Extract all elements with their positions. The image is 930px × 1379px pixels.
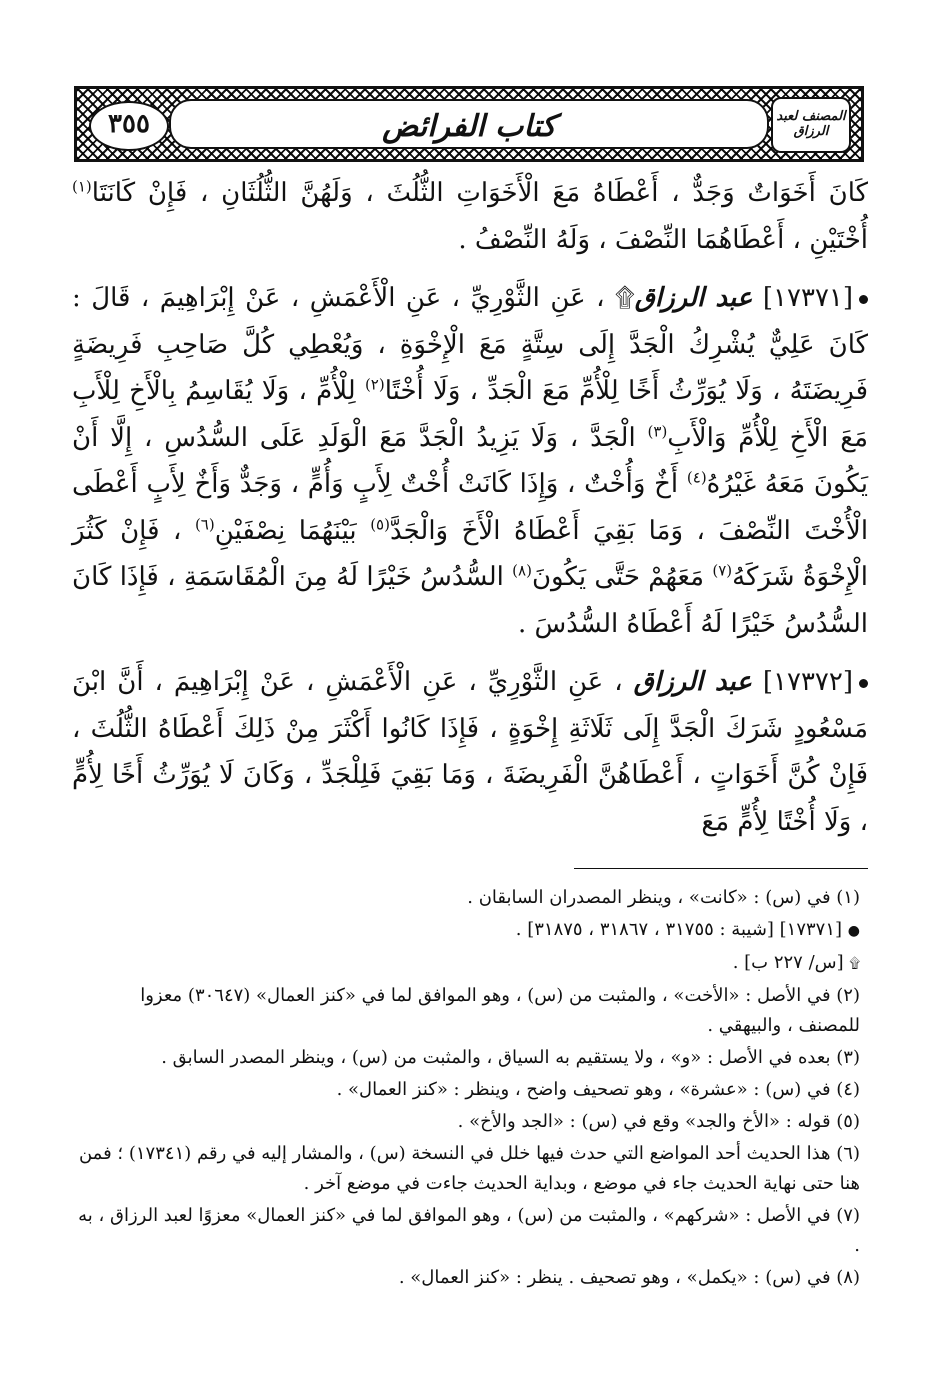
footnote-ref: (٥) <box>370 514 390 533</box>
hadith-text: الْجَدَّ ، وَلَا يَزِيدُ الْجَدَّ مَعَ الْوَلَدِ عَلَى السُّدُسِ ، إِلَّا أَنْ يَكُونَ مَعَهُ غَيْرُهُ <box>72 422 869 499</box>
footnote-item: (٦) هذا الحديث أحد المواضع التي حدث فيها خلل في النسخة (س) ، والمشار إليه في رقم (١٧٣٤١) ؛ فمن هنا حتى نهاية الحديث جاء في موضع ، وبداية الحديث جاءت في موضع آخر . <box>78 1143 860 1194</box>
footnote-item: (٥) قوله : «الأخ والجد» وقع في (س) : «الجد والأخ» . <box>457 1111 860 1132</box>
title-cartouche <box>169 99 769 149</box>
hadith-17371 <box>72 275 868 647</box>
footnote-ref: (٤) <box>686 468 707 487</box>
hadith-text: ، عَنِ الثَّوْرِيِّ ، عَنِ الْأَعْمَشِ ، عَنْ إِبْرَاهِيمَ ، قَالَ : كَانَ عَلِيٌّ يُشْرِكُ الْجَدَّ إِلَى سِتَّةٍ مَعَ الْإِخْوَةِ ، وَيُعْطِي كُلَّ صَاحِبِ فَرِيضَةٍ فَرِيضَتَهُ ، وَلَا يُوَرِّثُ أَخًا لِلْأُمِّ مَعَ الْجَدِّ ، وَلَا أُخْتًا <box>72 283 869 406</box>
narrator-name: عبد الرزاق <box>634 283 753 313</box>
footnote-text: [١٧٣٧١] [شيبة : ٣١٧٥٥ ، ٣١٨٦٧ ، ٣١٨٧٥] . <box>515 919 843 940</box>
footnote-text: [س/ ٢٢٧ ب] . <box>732 952 844 973</box>
page-number-ornament <box>89 101 169 151</box>
hadith-number: [١٧٣٧٢] <box>762 667 854 697</box>
footnote-ref: (٨) <box>512 561 532 580</box>
chapter-title: كتاب الفرائض <box>382 109 556 144</box>
hadith-text: مَعَهُمْ حَتَّى يَكُونَ <box>531 562 705 592</box>
star-mark-icon: ۩ <box>614 283 635 313</box>
footnote-ref: (١) <box>72 177 92 196</box>
hadith-text: السُّدُسُ خَيْرًا لَهُ مِنَ الْمُقَاسَمَةِ ، فَإِذَا كَانَ السُّدُسُ خَيْرًا لَهُ أَعْطَاهُ السُّدُسَ . <box>72 562 868 639</box>
hadith-text: بَيْنَهُمَا نِصْفَيْنِ <box>214 515 357 546</box>
footnote-item: (٢) في الأصل : «الأخت» ، والمثبت من (س) ، وهو الموافق لما في «كنز العمال» (٣٠٦٤٧) معزوا للمصنف ، والبيهقي . <box>140 985 860 1036</box>
star-mark-icon: ۩ <box>849 956 860 972</box>
footnote-item: (١) في (س) : «كانت» ، وينظر المصدران السابقان . <box>467 887 860 908</box>
publisher-logo <box>771 97 851 153</box>
narrator-name: عبد الرزاق <box>633 667 752 697</box>
intro-text-end: أُخْتَيْنِ ، أَعْطَاهُمَا النِّصْفَ ، وَلَهُ النِّصْفُ . <box>458 224 868 255</box>
footnote-ref: (٢) <box>364 375 385 394</box>
hadith-text: أَخٌ وَأُخْتٌ ، وَإِذَا كَانَتْ أُخْتٌ لِأَبٍ وَأُمٍّ ، وَجَدٌّ وَأَخٌ لِأَبٍ أَعْطَى الْأُخْتَ النِّصْفَ ، وَمَا بَقِيَ أَعْطَاهُ الْأَخَ وَالْجَدَّ <box>72 469 869 546</box>
hadith-text: ، فَإِنْ كَثُرَ الْإِخْوَةُ شَرَكَهُ <box>72 515 869 592</box>
footnote-ref: (٣) <box>647 421 668 440</box>
footnote-item: (٨) في (س) : «يكمل» ، وهو تصحيف . ينظر : «كنز العمال» . <box>398 1267 860 1288</box>
footnote-item <box>78 948 860 979</box>
hadith-text: لِلْأُمِّ ، وَلَا يُقَاسِمُ بِالْأَخِ لِلْأَبِ مَعَ الْأَخِ لِلْأُمِّ وَالْأَبِ <box>72 376 868 453</box>
footnote-item <box>78 915 860 946</box>
hadith-text: ، عَنِ الثَّوْرِيِّ ، عَنِ الْأَعْمَشِ ، عَنْ إِبْرَاهِيمَ ، أَنَّ ابْنَ مَسْعُودٍ شَرَكَ الْجَدَّ إِلَى ثَلَاثَةِ إِخْوَةٍ ، فَإِذَا كَانُوا أَكْثَرَ مِنْ ذَلِكَ أَعْطَاهُ الثُّلُثَ ، فَإِنْ كُنَّ أَخَوَاتٍ ، أَعْطَاهُنَّ الْفَرِيضَةَ ، وَمَا بَقِيَ فَلِلْجَدِّ ، وَكَانَ لَا يُوَرِّثُ أَخًا لِأُمٍّ ، وَلَا أُخْتًا لِأُمٍّ مَعَ <box>72 667 868 837</box>
footnote-ref: (٦) <box>194 514 215 533</box>
footnote-item: (٧) في الأصل : «شركهم» ، والمثبت من (س) ، وهو الموافق لما في «كنز العمال» معزوًا لعبد الرزاق ، به . <box>78 1205 860 1256</box>
footnote-divider <box>574 868 868 869</box>
footnotes <box>78 883 860 1295</box>
page-header <box>74 86 864 162</box>
logo-text: المصنف لعبد الرزاق <box>776 109 846 139</box>
intro-text: كَانَ أَخَوَاتٌ وَجَدٌّ ، أَعْطَاهُ مَعَ الْأَخَوَاتِ الثُّلُثَ ، وَلَهُنَّ الثُّلُثَانِ ، فَإِنْ كَانَتَا <box>91 178 868 208</box>
hadith-17372 <box>72 659 868 845</box>
hadith-number: [١٧٣٧١] <box>762 283 854 313</box>
bullet-icon <box>859 679 868 688</box>
main-text <box>72 170 868 857</box>
bullet-icon: ● <box>847 923 860 939</box>
intro-paragraph <box>72 170 868 263</box>
bullet-icon <box>859 295 868 304</box>
page-number: ٣٥٥ <box>108 109 150 139</box>
footnote-ref: (٧) <box>712 561 733 580</box>
footnote-item: (٣) بعده في الأصل : «و» ، ولا يستقيم به السياق ، والمثبت من (س) ، وينظر المصدر السابق . <box>161 1047 860 1068</box>
footnote-item: (٤) في (س) : «عشرة» ، وهو تصحيف واضح ، وينظر : «كنز العمال» . <box>336 1079 860 1100</box>
